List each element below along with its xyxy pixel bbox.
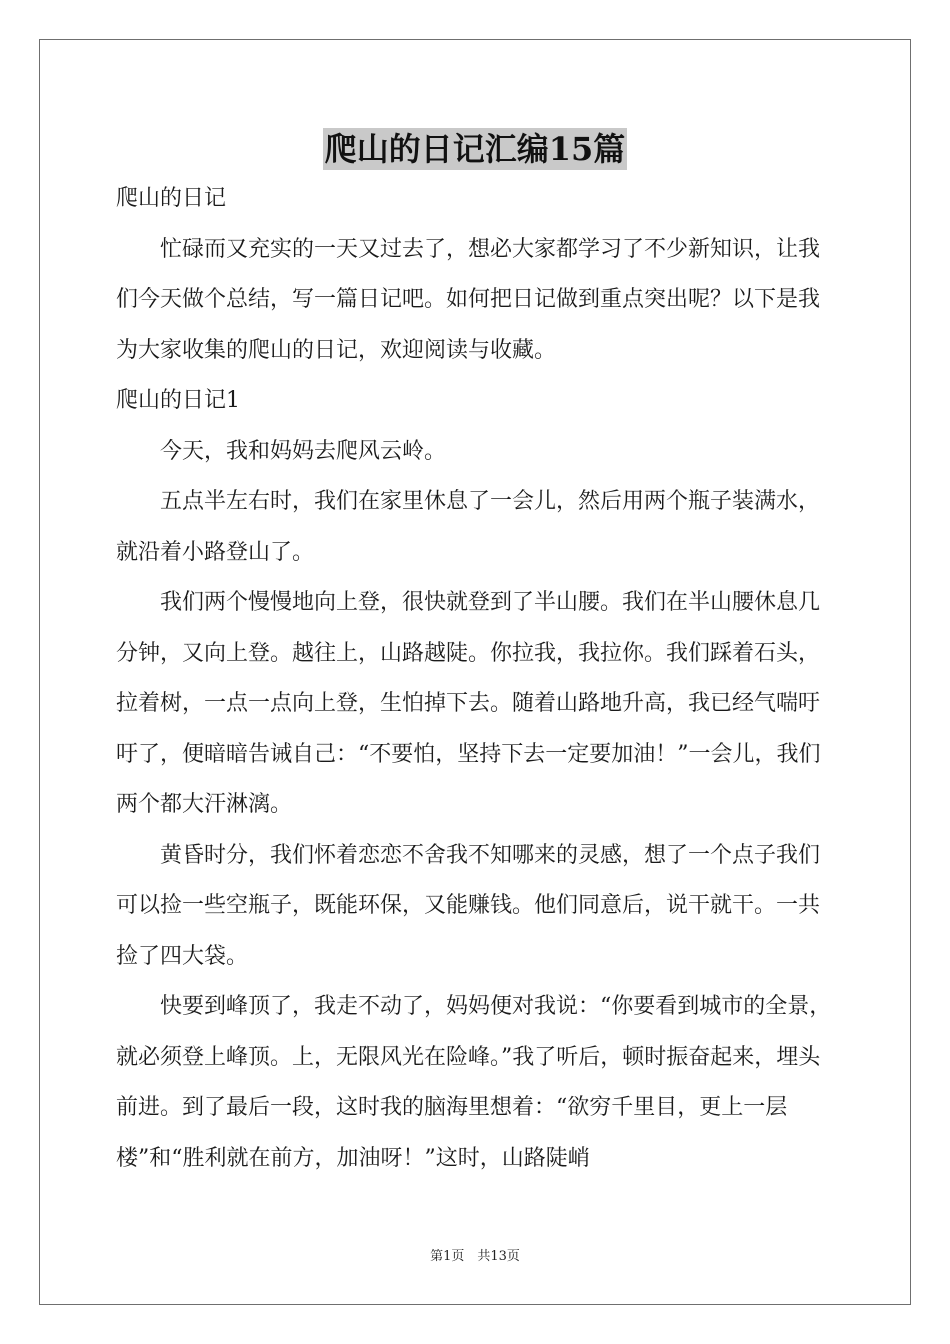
body-paragraph: 我们两个慢慢地向上登，很快就登到了半山腰。我们在半山腰休息几分钟，又向上登。越往上，山路越陡。你拉我，我拉你。我们踩着石头，拉着树，一点一点向上登，生怕掉下去。随着山路地升高，我已经气喘吁吁了，便暗暗告诫自己：“不要怕，坚持下去一定要加油！”一会儿，我们两个都大汗淋漓。 xyxy=(116,590,821,817)
section-heading: 爬山的日记1 xyxy=(116,388,240,413)
document-body xyxy=(116,174,836,1184)
body-paragraph: 黄昏时分，我们怀着恋恋不舍我不知哪来的灵感，想了一个点子我们可以捡一些空瓶子，既能环保，又能赚钱。他们同意后，说干就干。一共捡了四大袋。 xyxy=(116,842,821,969)
body-paragraph: 今天，我和妈妈去爬风云岭。 xyxy=(160,438,447,464)
document-title: 爬山的日记汇编15篇 xyxy=(324,130,626,168)
title-container xyxy=(0,128,950,170)
section-heading: 爬山的日记 xyxy=(116,186,227,211)
body-paragraph: 快要到峰顶了，我走不动了，妈妈便对我说：“你要看到城市的全景，就必须登上峰顶。上，无限风光在险峰。”我了听后，顿时振奋起来，埋头前进。到了最后一段，这时我的脑海里想着：“欲穷千里目，更上一层楼”和“胜利就在前方，加油呀！”这时，山路陡峭 xyxy=(116,994,832,1171)
body-paragraph: 忙碌而又充实的一天又过去了，想必大家都学习了不少新知识，让我们今天做个总结，写一篇日记吧。如何把日记做到重点突出呢？以下是我为大家收集的爬山的日记，欢迎阅读与收藏。 xyxy=(116,236,821,363)
page-footer: 第1页 共13页 xyxy=(430,1249,520,1264)
body-paragraph: 五点半左右时，我们在家里休息了一会儿，然后用两个瓶子装满水，就沿着小路登山了。 xyxy=(116,489,821,565)
